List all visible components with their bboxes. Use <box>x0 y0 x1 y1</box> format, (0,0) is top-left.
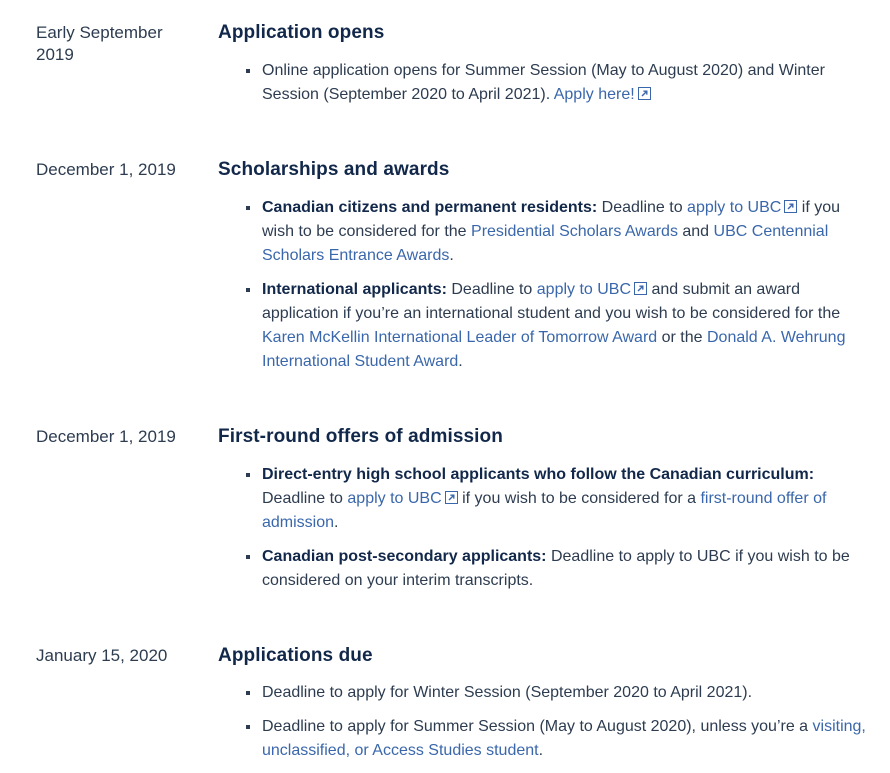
bullet-list <box>218 681 868 763</box>
bullet-item <box>262 59 868 107</box>
bullet-text: . <box>449 246 454 264</box>
timeline-section <box>36 159 890 374</box>
bullet-text: . <box>458 352 463 370</box>
bullet-text: Deadline to apply to UBC if you wish to be considered on your interim transcripts. <box>262 547 850 589</box>
section-title: Scholarships and awards <box>218 158 450 180</box>
bullet-text: Deadline to apply for Winter Session (September 2020 to April 2021). <box>262 684 753 702</box>
bullet-item <box>262 278 868 374</box>
inline-link[interactable]: apply to UBC <box>687 199 797 216</box>
bullet-text: Deadline to <box>446 280 537 298</box>
bullet-list <box>218 59 868 107</box>
bullet-list <box>218 196 868 374</box>
section-content <box>218 426 890 593</box>
section-title: Application opens <box>218 22 385 43</box>
timeline-section <box>36 645 890 764</box>
timeline-date: December 1, 2019 <box>36 426 176 446</box>
inline-link[interactable]: apply to UBC <box>347 490 457 507</box>
bullet-text: and submit an award application if you’re an international student and you wish to be considered for the <box>262 280 841 322</box>
external-link-icon[interactable] <box>784 200 797 213</box>
bullet-item <box>262 196 868 268</box>
section-content <box>218 645 890 764</box>
inline-link[interactable]: Presidential Scholars Awards <box>471 222 678 240</box>
bullet-text: if you wish to be considered for a <box>457 489 701 507</box>
timeline-date: January 15, 2020 <box>36 645 168 665</box>
bullet-lead-in: International applicants: <box>262 280 447 298</box>
bullet-lead-in: Canadian citizens and permanent residents: <box>262 198 598 216</box>
admissions-timeline <box>36 22 890 763</box>
inline-link[interactable]: first-round offer of admission <box>262 489 827 531</box>
bullet-lead-in: Direct-entry high school applicants who follow the Canadian curriculum: <box>262 465 815 483</box>
external-link-icon[interactable] <box>634 282 647 295</box>
section-title: First-round offers of admission <box>218 425 503 447</box>
bullet-text: . <box>538 742 544 760</box>
section-content <box>218 22 890 107</box>
bullet-text: and <box>677 222 714 240</box>
bullet-text: Online application opens for Summer Session (May to August 2020) and Winter Session (September 2020 to April 2021). <box>262 61 825 103</box>
external-link-icon[interactable] <box>638 87 651 100</box>
section-title: Applications due <box>218 644 373 666</box>
timeline-date: December 1, 2019 <box>36 159 176 179</box>
bullet-text: Deadline to <box>262 489 348 507</box>
inline-link[interactable]: Karen McKellin International Leader of Tomorrow Award <box>262 328 658 346</box>
bullet-item <box>262 681 868 705</box>
bullet-text: Deadline to <box>597 198 688 216</box>
timeline-section <box>36 22 890 107</box>
bullet-text: if you wish to be considered for the <box>262 198 840 240</box>
inline-link[interactable]: UBC Centennial Scholars Entrance Awards <box>262 222 829 264</box>
bullet-item <box>262 545 868 593</box>
bullet-text: Deadline to apply for Summer Session (May to August 2020), unless you’re a <box>262 718 813 736</box>
timeline-date: Early September 2019 <box>36 23 163 64</box>
inline-link[interactable]: Donald A. Wehrung International Student Award <box>262 328 846 370</box>
inline-link[interactable]: visiting, unclassified, or Access Studies student <box>262 718 866 760</box>
external-link-icon[interactable] <box>445 491 458 504</box>
bullet-lead-in: Canadian post-secondary applicants: <box>262 547 547 565</box>
bullet-item <box>262 463 868 535</box>
bullet-list <box>218 463 868 593</box>
bullet-item <box>262 715 868 763</box>
bullet-text: or the <box>657 328 707 346</box>
section-content <box>218 159 890 374</box>
bullet-text: . <box>334 513 339 531</box>
timeline-section <box>36 426 890 593</box>
inline-link[interactable]: Apply here! <box>554 86 651 103</box>
inline-link[interactable]: apply to UBC <box>537 281 647 298</box>
